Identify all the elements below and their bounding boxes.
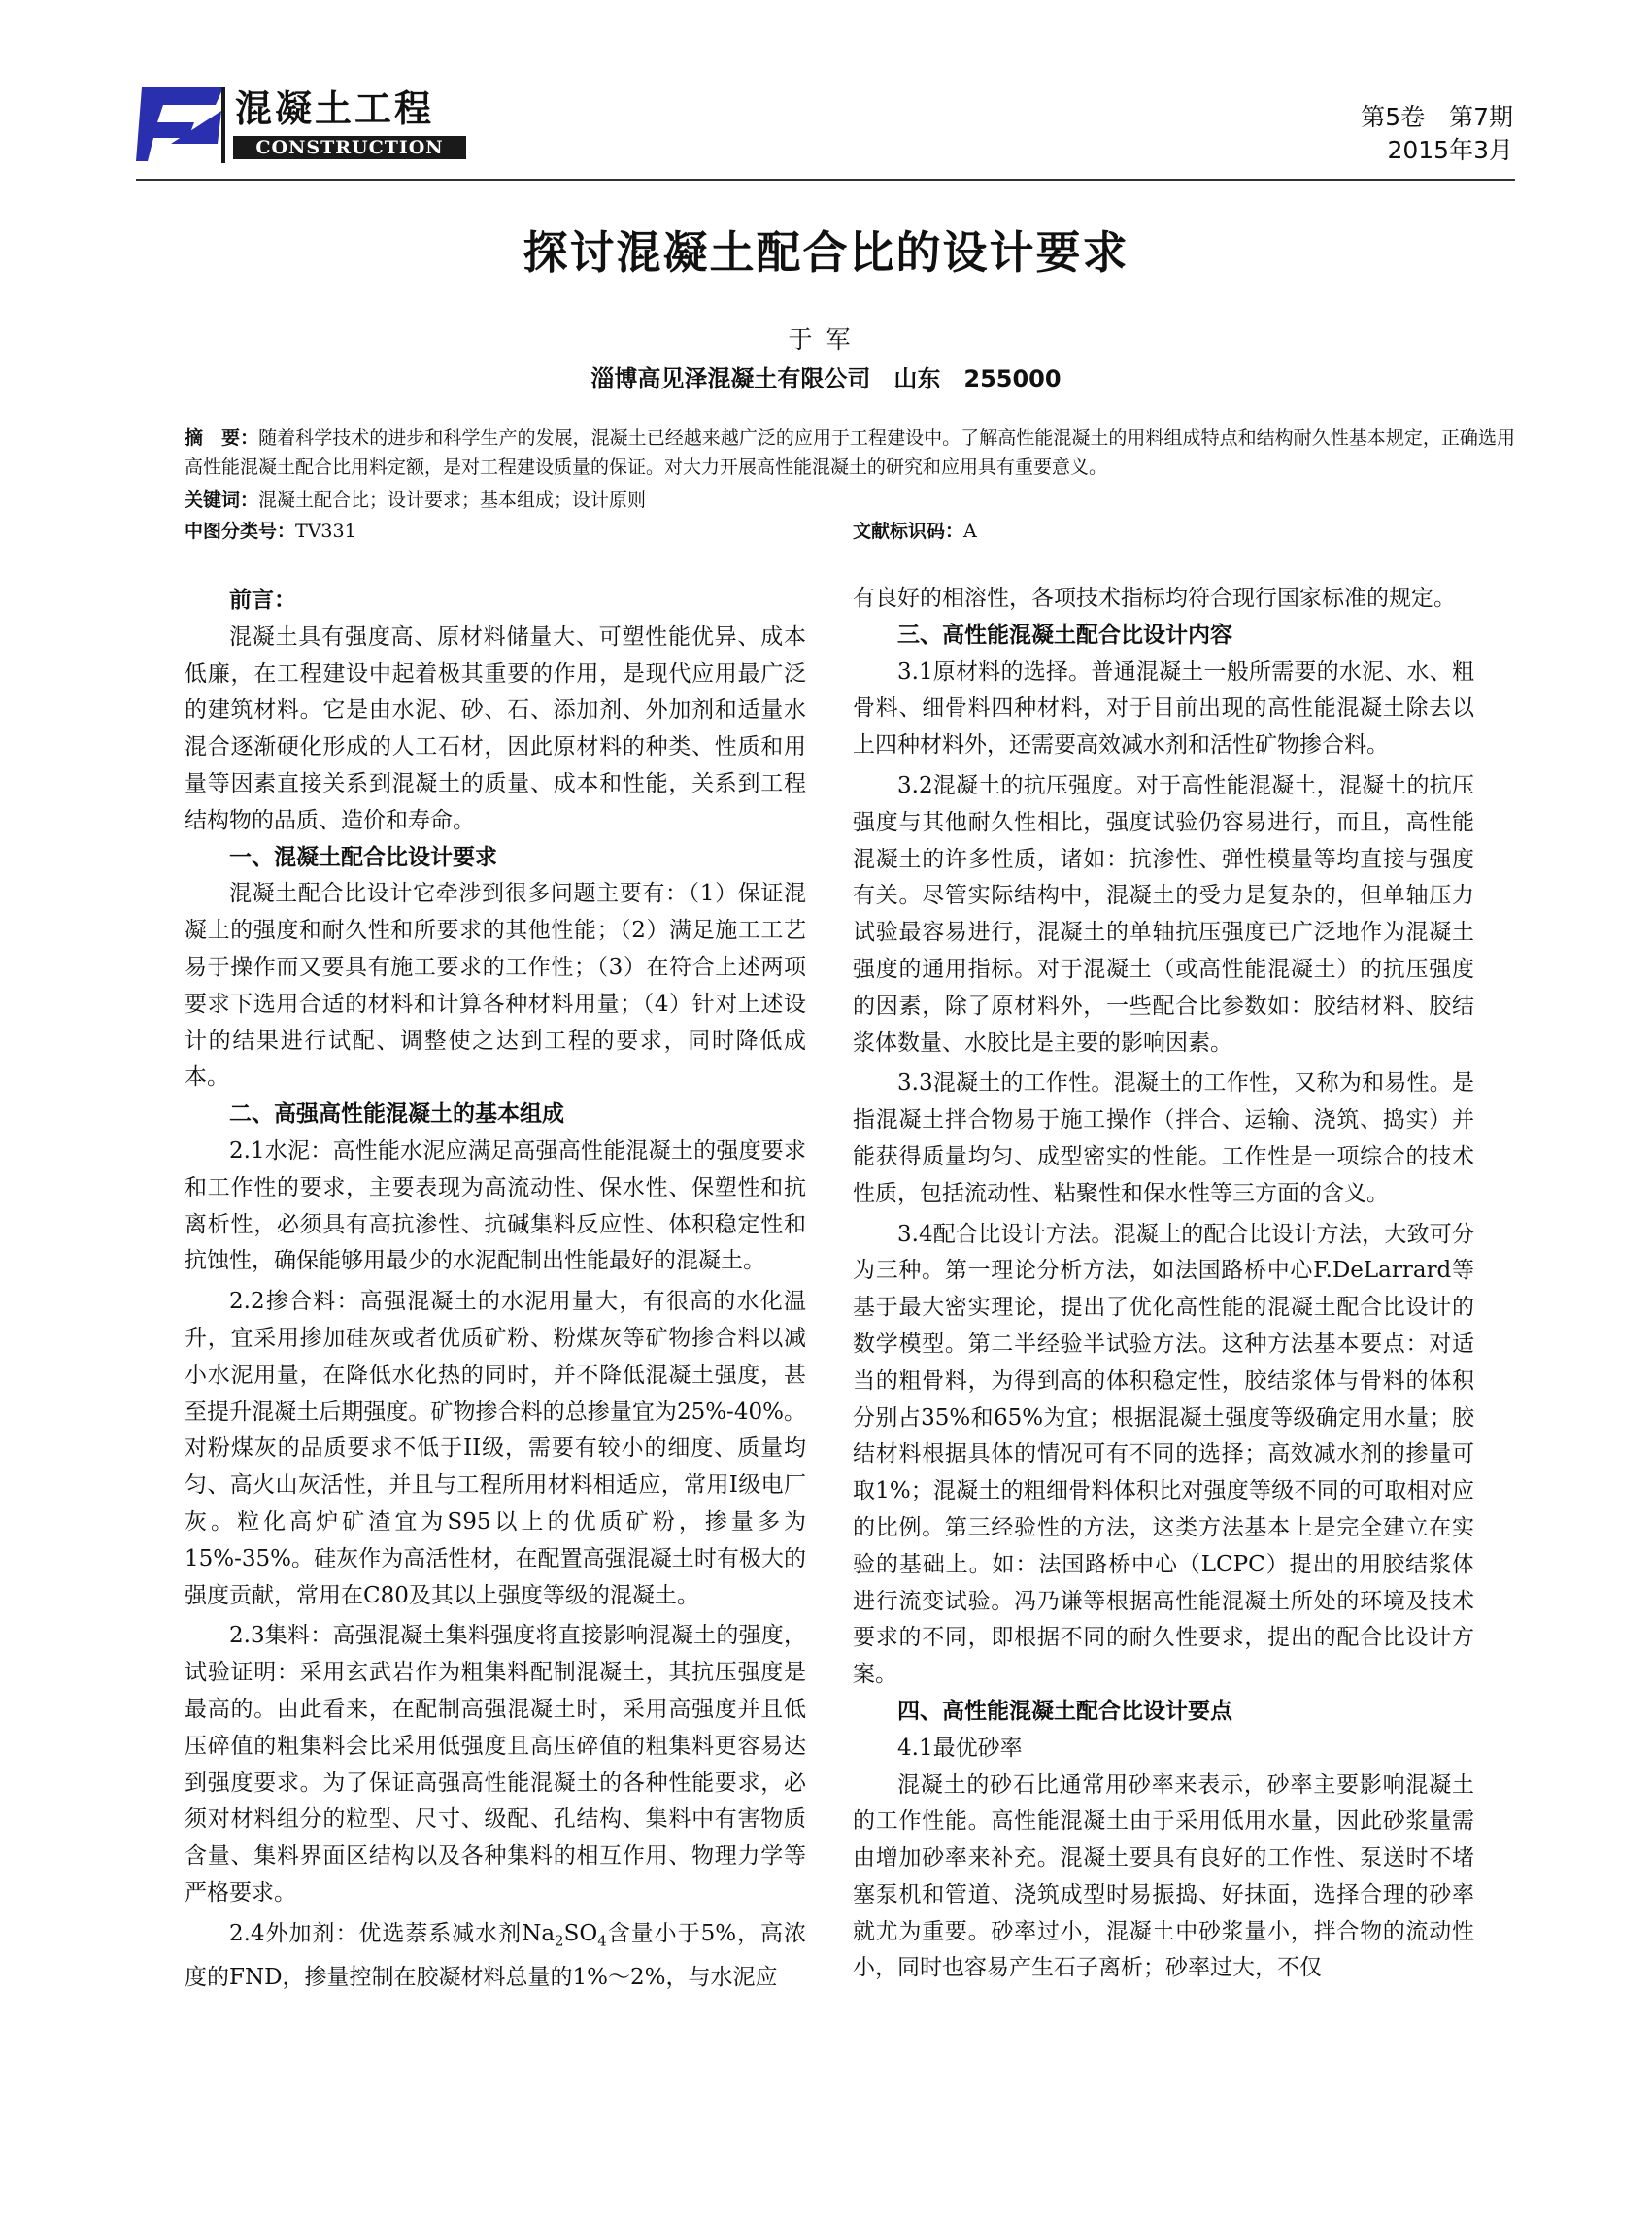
section-4-heading: 四、高性能混凝土配合比设计要点 [897,1698,1232,1724]
section-3-2-paragraph: 3.2混凝土的抗压强度。对于高性能混凝土，混凝土的抗压强度与其他耐久性相比，强度试验仍容易进行，而且，高性能混凝土的许多性质，诸如：抗渗性、弹性模量等均直接与强度有关。尽管实际结构中，混凝土的受力是复杂的，但单轴压力试验最容易进行，混凝土的单轴抗压强度已广泛地作为混凝土强度的通用指标。对于混凝土（或高性能混凝土）的抗压强度的因素，除了原材料外，一些配合比参数如：胶结材料、胶结浆体数量、水胶比是主要的影响因素。 [853,772,1474,1056]
preface-paragraph: 混凝土具有强度高、原材料储量大、可塑性能优异、成本低廉，在工程建设中起着极其重要的作用，是现代应用最广泛的建筑材料。它是由水泥、砂、石、添加剂、外加剂和适量水混合逐渐硬化形成的人工石材，因此原材料的种类、性质和用量等因素直接关系到混凝土的质量、成本和性能，关系到工程结构物的品质、造价和寿命。 [185,624,806,833]
affiliation: 淄博高见泽混凝土有限公司 山东 255000 [590,365,1062,392]
doc-code-label: 文献标识码： [853,521,964,542]
preface-heading: 前言： [229,588,296,613]
continued-paragraph: 有良好的相溶性，各项技术指标均符合现行国家标准的规定。 [853,586,1456,611]
author: 于军 [788,325,864,354]
left-column [185,583,806,1997]
abstract [185,423,1515,482]
section-2-1-paragraph: 2.1水泥：高性能水泥应满足高强高性能混凝土的强度要求和工作性的要求，主要表现为高流动性、保水性、保塑性和抗离析性，必须具有高抗渗性、抗碱集料反应性、体积稳定性和抗蚀性，确保能够用最少的水泥配制出性能最好的混凝土。 [185,1137,806,1274]
journal-logo [136,84,471,165]
s24-part3: 含量小于5%，高浓度的FND，掺量控制在胶凝材料总量的1%～2%，与水泥应 [185,1920,806,1991]
section-2-4-paragraph [185,1916,806,1997]
journal-name-cn: 混凝土工程 [235,87,435,130]
abstract-label: 摘 要： [185,427,259,449]
issue-date: 2015年3月 [1387,136,1513,164]
section-1-heading: 一、混凝土配合比设计要求 [229,844,497,870]
section-1-paragraph: 混凝土配合比设计它牵涉到很多问题主要有：（1）保证混凝土的强度和耐久性和所要求的其他性能；（2）满足施工工艺易于操作而又要具有施工要求的工作性；（3）在符合上述两项要求下选用合适的材料和计算各种材料用量；（4）针对上述设计的结果进行试配、调整使之达到工程的要求，同时降低成本。 [185,881,806,1091]
section-3-1-paragraph: 3.1原材料的选择。普通混凝土一般所需要的水泥、水、粗骨料、细骨料四种材料，对于目前出现的高性能混凝土除去以上四种材料外，还需要高效减水剂和活性矿物掺合料。 [853,658,1474,759]
s24-sub2: 4 [597,1932,607,1950]
s24-part2: SO [563,1920,598,1946]
doc-code [853,517,977,546]
clc-label: 中图分类号： [185,521,296,542]
section-2-3-paragraph: 2.3集料：高强混凝土集料强度将直接影响混凝土的强度，试验证明：采用玄武岩作为粗集料配制混凝土，其抗压强度是最高的。由此看来，在配制高强混凝土时，采用高强度并且低压碎值的粗集料会比采用低强度且高压碎值的粗集料更容易达到强度要求。为了保证高强高性能混凝土的各种性能要求，必须对材料组分的粒型、尺寸、级配、孔结构、集料中有害物质含量、集料界面区结构以及各种集料的相互作用、物理力学等严格要求。 [185,1623,806,1906]
section-4-1-paragraph: 混凝土的砂石比通常用砂率来表示，砂率主要影响混凝土的工作性能。高性能混凝土由于采用低用水量，因此砂浆量需由增加砂率来补充。混凝土要具有良好的工作性、泵送时不堵塞泵机和管道、浇筑成型时易振捣、好抹面，选择合理的砂率就尤为重要。砂率过小，混凝土中砂浆量小，拌合物的流动性小，同时也容易产生石子离析；砂率过大，不仅 [853,1771,1474,1981]
issue-info [1361,101,1513,167]
section-3-3-paragraph: 3.3混凝土的工作性。混凝土的工作性，又称为和易性。是指混凝土拌合物易于施工操作（拌合、运输、浇筑、捣实）并能获得质量均匀、成型密实的性能。工作性是一项综合的技术性质，包括流动性、粘聚性和保水性等三方面的含义。 [853,1070,1474,1206]
section-2-2-paragraph: 2.2掺合料：高强混凝土的水泥用量大，有很高的水化温升，宜采用掺加硅灰或者优质矿粉、粉煤灰等矿物掺合料以减小水泥用量，在降低水化热的同时，并不降低混凝土强度，甚至提升混凝土后期强度。矿物掺合料的总掺量宜为25%-40%。对粉煤灰的品质要求不低于II级，需要有较小的细度、质量均匀、高火山灰活性，并且与工程所用材料相适应，常用I级电厂灰。粒化高炉矿渣宜为S95以上的优质矿粉，掺量多为15%-35%。硅灰作为高活性材，在配置高强混凝土时有极大的强度贡献，常用在C80及其以上强度等级的混凝土。 [185,1289,806,1608]
volume-issue: 第5卷 第7期 [1361,103,1513,131]
clc-number [185,517,356,546]
keywords [185,486,646,515]
journal-logo-icon [136,84,227,165]
clc-text: TV331 [295,521,356,542]
s24-part1: 2.4外加剂：优选萘系减水剂Na [229,1920,556,1946]
journal-name-en: CONSTRUCTION [233,136,466,159]
article-title: 探讨混凝土配合比的设计要求 [523,226,1129,279]
keywords-label: 关键词： [185,489,259,511]
header-rule [136,179,1515,181]
section-2-heading: 二、高强高性能混凝土的基本组成 [229,1101,564,1128]
section-4-1-heading: 4.1最优砂率 [897,1735,1023,1761]
section-3-4-paragraph: 3.4配合比设计方法。混凝土的配合比设计方法，大致可分为三种。第一理论分析方法，如法国路桥中心F.DeLarrard等基于最大密实理论，提出了优化高性能的混凝土配合比设计的数学模型。第二半经验半试验方法。这种方法基本要点：对适当的粗骨料，为得到高的体积稳定性，胶结浆体与骨料的体积分别占35%和65%为宜；根据混凝土强度等级确定用水量；胶结材料根据具体的情况可有不同的选择；高效减水剂的掺量可取1%；混凝土的粗细骨料体积比对强度等级不同的可取相对应的比例。第三经验性的方法，这类方法基本上是完全建立在实验的基础上。如：法国路桥中心（LCPC）提出的用胶结浆体进行流变试验。冯乃谦等根据高性能混凝土所处的环境及技术要求的不同，即根据不同的耐久性要求，提出的配合比设计方案。 [853,1221,1474,1688]
keywords-text: 混凝土配合比；设计要求；基本组成；设计原则 [258,489,647,511]
right-column [853,581,1474,1987]
s24-sub1: 2 [555,1932,564,1950]
abstract-text: 随着科学技术的进步和科学生产的发展，混凝土已经越来越广泛的应用于工程建设中。了解高性能混凝土的用料组成特点和结构耐久性基本规定，正确选用高性能混凝土配合比用料定额，是对工程建设质量的保证。对大力开展高性能混凝土的研究和应用具有重要意义。 [185,427,1515,478]
doc-code-text: A [963,521,977,542]
section-3-heading: 三、高性能混凝土配合比设计内容 [897,622,1232,648]
